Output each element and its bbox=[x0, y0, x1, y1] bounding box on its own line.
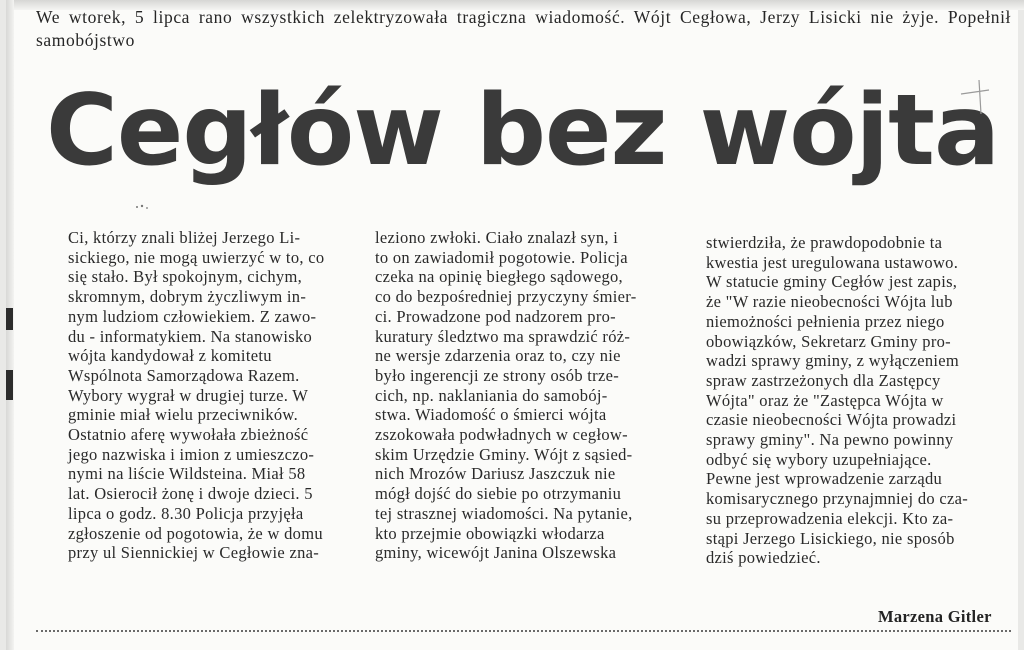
article-line: kwestia jest uregulowana ustawowo. bbox=[706, 252, 959, 272]
article-line: gminy, wicewójt Janina Olszewska bbox=[375, 543, 617, 563]
article-line: W statucie gminy Cegłów jest zapis, bbox=[706, 272, 958, 292]
article-line: co do bezpośredniej przyczyny śmier- bbox=[375, 287, 637, 307]
article-line: stwierdziła, że prawdopodobnie ta bbox=[706, 233, 943, 252]
article-line: tej strasznej wiadomości. Na pytanie, bbox=[375, 503, 633, 523]
article-line: odbyć się wybory uzupełniające. bbox=[706, 449, 932, 469]
article-line: spraw zastrzeżonych dla Zastępcy bbox=[706, 370, 941, 390]
article-column-1 bbox=[68, 228, 324, 563]
article-line: wójta kandydował z komitetu bbox=[68, 346, 272, 366]
article-line: gminie miał wielu przeciwników. bbox=[68, 405, 299, 425]
article-line: kuratury śledztwo ma sprawdzić róż- bbox=[375, 326, 631, 346]
article-line: Wspólnota Samorządowa Razem. bbox=[68, 365, 300, 385]
article-line: du - informatykiem. Na stanowisko bbox=[68, 326, 313, 346]
article-line: mógł dojść do siebie po otrzymaniu bbox=[375, 484, 622, 504]
article-line: stąpi Jerzego Lisickiego, nie sposób bbox=[706, 528, 955, 548]
article-line: niemożności pełnienia przez niego bbox=[706, 311, 945, 331]
article-line: kto przejmie obowiązki włodarza bbox=[375, 523, 605, 543]
article-line: czasie nieobecności Wójta prowadzi bbox=[706, 410, 957, 430]
article-line: dziś powiedzieć. bbox=[706, 548, 821, 568]
article-line: skromnym, dobrym życzliwym in- bbox=[68, 287, 307, 307]
article-line: lipca o godz. 8.30 Policja przyjęła bbox=[68, 503, 304, 523]
article-line: lat. Osierocił żonę i dwoje dzieci. 5 bbox=[68, 484, 313, 504]
article-line: Ci, którzy znali bliżej Jerzego Li- bbox=[68, 228, 301, 247]
scan-edge-mark bbox=[6, 370, 13, 400]
article-line: leziono zwłoki. Ciało znalazł syn, i bbox=[375, 228, 619, 247]
pen-mark-icon bbox=[951, 78, 991, 118]
article-column-2 bbox=[375, 228, 637, 563]
article-line: czeka na opinię biegłego sądowego, bbox=[375, 267, 623, 287]
scan-speck-icon bbox=[134, 203, 152, 211]
article-line: Wójta" oraz że "Zastępca Wójta w bbox=[706, 390, 944, 410]
article-line: nym ludziom człowiekiem. Z zawo- bbox=[68, 306, 317, 326]
article-line: to on zawiadomił pogotowie. Policja bbox=[375, 247, 628, 267]
article-headline: Cegłów bez wójta bbox=[46, 74, 1000, 188]
article-line: Wybory wygrał w drugiej turze. W bbox=[68, 385, 309, 405]
article-lead: We wtorek, 5 lipca rano wszystkich zelektryzowała tragiczna wiadomość. Wójt Cegłowa, Jerzy Lisicki nie żyje. Popełnił samobójstwo bbox=[36, 7, 1011, 50]
article-line: cich, np. naklaniania do samobój- bbox=[375, 385, 608, 405]
article-line: wadzi sprawy gminy, z wyłączeniem bbox=[706, 351, 960, 371]
article-line: stwa. Wiadomość o śmierci wójta bbox=[375, 405, 607, 425]
article-line: się stało. Był spokojnym, cichym, bbox=[68, 267, 303, 287]
article-line: su przeprowadzenia elekcji. Kto za- bbox=[706, 508, 954, 528]
article-line: zszokowała podwładnych w cegłow- bbox=[375, 425, 628, 445]
article-line: zgłoszenie od pogotowia, że w domu bbox=[68, 523, 323, 543]
article-line: nymi na liście Wildsteina. Miał 58 bbox=[68, 464, 306, 484]
article-line: było ingerencji ze strony osób trze- bbox=[375, 365, 620, 385]
scan-edge-mark bbox=[6, 308, 13, 330]
dotted-rule bbox=[36, 630, 1011, 632]
article-line: komisarycznego przynajmniej do cza- bbox=[706, 489, 969, 509]
article-line: obowiązków, Sekretarz Gminy pro- bbox=[706, 331, 951, 351]
article-column-3 bbox=[706, 233, 968, 568]
article-line: ci. Prowadzone pod nadzorem pro- bbox=[375, 306, 616, 326]
article-line: sprawy gminy". Na pewno powinny bbox=[706, 430, 954, 450]
article-author: Marzena Gitler bbox=[878, 607, 992, 626]
article-line: sickiego, nie mogą uwierzyć w to, co bbox=[68, 247, 325, 267]
article-line: skim Urzędzie Gminy. Wójt z sąsied- bbox=[375, 444, 633, 464]
article-line: Pewne jest wprowadzenie zarządu bbox=[706, 469, 943, 489]
article-line: że "W razie nieobecności Wójta lub bbox=[706, 292, 953, 312]
article-line: Ostatnio aferę wywołała zbieżność bbox=[68, 425, 309, 445]
article-line: przy ul Siennickiej w Cegłowie zna- bbox=[68, 543, 320, 563]
article-line: ne wersje zdarzenia oraz to, czy nie bbox=[375, 346, 621, 366]
article-line: jego nazwiska i imion z umieszczo- bbox=[68, 444, 315, 464]
newspaper-clipping bbox=[6, 0, 1018, 650]
article-line: nich Mrozów Dariusz Jaszczuk nie bbox=[375, 464, 616, 484]
